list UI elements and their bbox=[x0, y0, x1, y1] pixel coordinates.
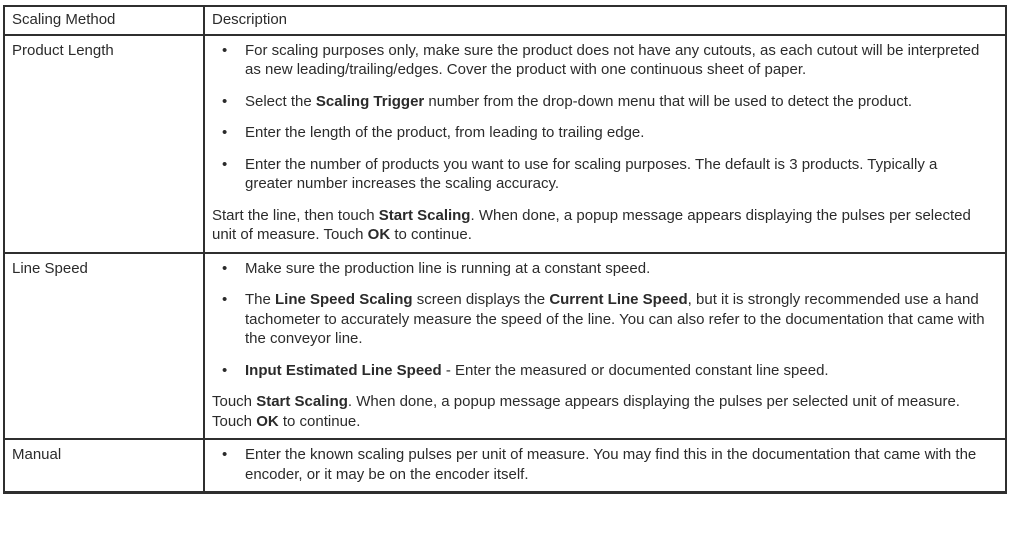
text-segment: - Enter the measured or documented constant line speed. bbox=[441, 361, 829, 379]
bullet-icon: • bbox=[222, 155, 228, 173]
text-segment: Enter the known scaling pulses per unit of measure. You may find this in the documentation that came with the encoder, or it may be on the encoder itself. bbox=[245, 446, 977, 483]
scaling-method-cell: Product Length bbox=[4, 35, 204, 253]
scaling-method-cell: Manual bbox=[4, 439, 204, 493]
text-segment: to continue. bbox=[390, 226, 472, 243]
table-row bbox=[4, 35, 1006, 253]
column-header-scaling-method: Scaling Method bbox=[4, 6, 204, 35]
bold-text-segment: Start Scaling bbox=[378, 206, 471, 224]
bullet-icon: • bbox=[222, 291, 228, 308]
bullet-text bbox=[245, 123, 987, 143]
scaling-method-cell: Line Speed bbox=[4, 253, 204, 440]
description-cell bbox=[204, 439, 1006, 493]
text-segment: screen displays the bbox=[412, 291, 550, 308]
bullet-item bbox=[212, 361, 987, 381]
bullet-text bbox=[245, 290, 987, 349]
text-segment: The bbox=[245, 291, 276, 308]
header-row bbox=[4, 6, 1006, 35]
bold-text-segment: OK bbox=[367, 226, 391, 243]
bullet-text bbox=[245, 92, 987, 112]
table-row bbox=[4, 253, 1006, 440]
text-segment: For scaling purposes only, make sure the product does not have any cutouts, as each cutout will be interpreted as new leading/trailing/edges. Cover the product with one continuous sheet of paper. bbox=[245, 41, 980, 78]
bold-text-segment: OK bbox=[256, 412, 279, 430]
description-cell bbox=[204, 35, 1006, 253]
bullet-text bbox=[245, 155, 987, 194]
bullet-text bbox=[245, 259, 987, 279]
bullet-icon: • bbox=[222, 361, 228, 379]
description-cell bbox=[204, 253, 1006, 440]
bold-text-segment: Input Estimated Line Speed bbox=[245, 361, 442, 379]
description-paragraph bbox=[212, 206, 987, 245]
bullet-item bbox=[212, 259, 987, 279]
text-segment: Start the line, then touch bbox=[212, 206, 379, 224]
column-header-description: Description bbox=[204, 6, 1006, 35]
table-row bbox=[4, 439, 1006, 493]
bullet-item bbox=[212, 290, 987, 349]
text-segment: Touch bbox=[212, 393, 257, 410]
bold-text-segment: Start Scaling bbox=[256, 393, 348, 410]
text-segment: Select the bbox=[245, 92, 316, 110]
bullet-item bbox=[212, 92, 987, 112]
text-segment: . When done, a popup message appears displaying the pulses per selected unit of measure. Touch bbox=[212, 206, 971, 243]
bullet-item bbox=[212, 123, 987, 143]
text-segment: . When done, a popup message appears displaying the pulses per selected unit of measure. Touch bbox=[212, 393, 960, 430]
bullet-text bbox=[245, 361, 987, 381]
bullet-item bbox=[212, 41, 987, 80]
text-segment: to continue. bbox=[278, 412, 361, 430]
bullet-icon: • bbox=[222, 41, 228, 59]
table-body bbox=[4, 35, 1006, 493]
bullet-icon: • bbox=[222, 92, 228, 110]
bullet-icon: • bbox=[222, 446, 228, 463]
text-segment: Make sure the production line is running at a constant speed. bbox=[245, 259, 651, 277]
bullet-icon: • bbox=[222, 124, 228, 141]
bullet-item bbox=[212, 155, 987, 194]
scaling-method-table bbox=[3, 5, 1007, 494]
bullet-icon: • bbox=[222, 259, 228, 277]
text-segment: number from the drop-down menu that will be used to detect the product. bbox=[424, 92, 913, 110]
text-segment: Enter the length of the product, from leading to trailing edge. bbox=[245, 124, 645, 141]
bullet-text bbox=[245, 41, 987, 80]
description-paragraph bbox=[212, 392, 987, 431]
bold-text-segment: Line Speed Scaling bbox=[275, 291, 413, 308]
text-segment: , but it is strongly recommended use a hand tachometer to accurately measure the speed of the line. You can also refer to the documentation that came with the conveyor line. bbox=[245, 291, 985, 347]
bullet-text bbox=[245, 445, 987, 484]
bold-text-segment: Current Line Speed bbox=[549, 291, 688, 308]
text-segment: Enter the number of products you want to use for scaling purposes. The default is 3 products. Typically a greater number increases the scaling accuracy. bbox=[245, 155, 938, 192]
bullet-item bbox=[212, 445, 987, 484]
bold-text-segment: Scaling Trigger bbox=[315, 92, 425, 110]
